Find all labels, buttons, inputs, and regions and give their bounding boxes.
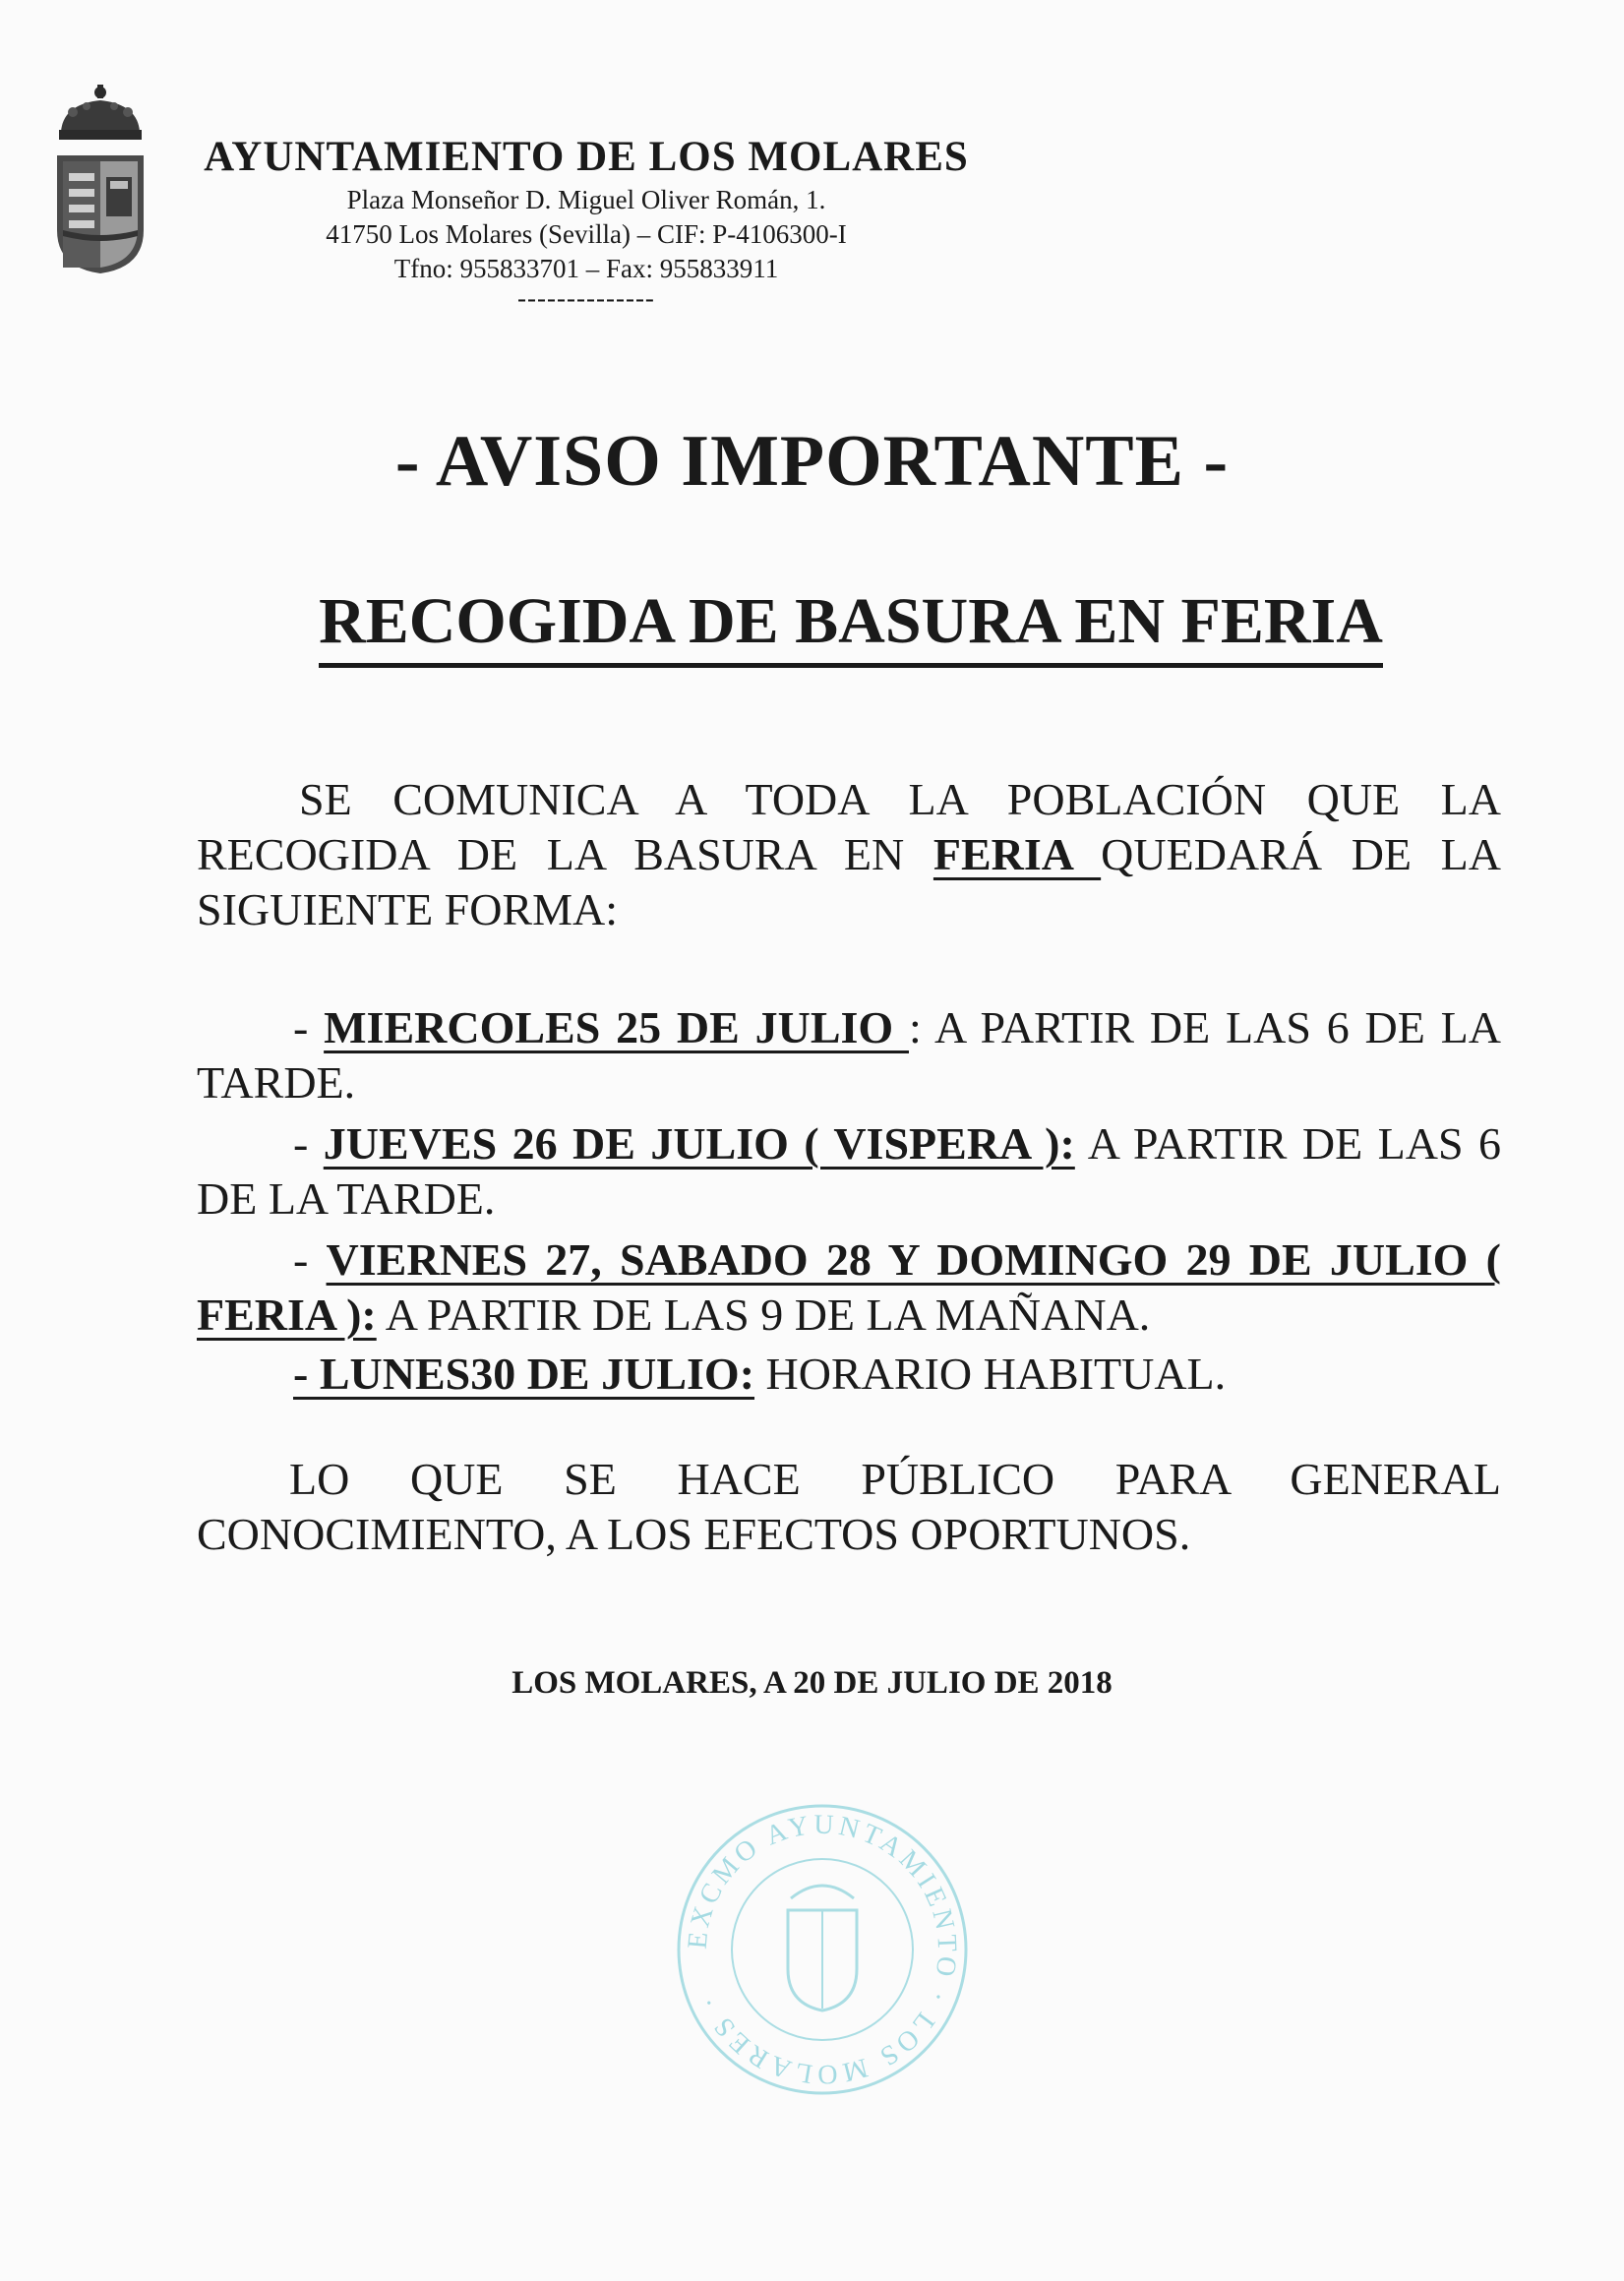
- organization-name: AYUNTAMIENTO DE LOS MOLARES: [204, 134, 969, 180]
- closing-paragraph: LO QUE SE HACE PÚBLICO PARA GENERAL CONOCIMIENTO, A LOS EFECTOS OPORTUNOS.: [197, 1454, 1501, 1559]
- svg-text:EXCMO AYUNTAMIENTO · LOS MOLAR: EXCMO AYUNTAMIENTO · LOS MOLARES ·: [682, 1809, 963, 2090]
- schedule-list: [197, 1000, 1501, 1406]
- official-stamp-icon: [675, 1802, 970, 2097]
- date-line: LOS MOLARES, A 20 DE JULIO DE 2018: [511, 1665, 1113, 1701]
- schedule-item: - JUEVES 26 DE JULIO ( VISPERA ): A PARTIR DE LAS 6 DE LA TARDE.: [197, 1118, 1501, 1224]
- letterhead: [193, 132, 980, 313]
- feria-highlight: FERIA: [932, 829, 1102, 879]
- schedule-day: VIERNES 27, SABADO 28 Y DOMINGO 29 DE JULIO ( FERIA ):: [197, 1234, 1501, 1340]
- schedule-item: - MIERCOLES 25 DE JULIO : A PARTIR DE LAS 6 DE LA TARDE.: [197, 1002, 1501, 1108]
- schedule-time: : A PARTIR DE LAS 6 DE LA TARDE.: [197, 1002, 1501, 1108]
- schedule-day: - LUNES30 DE JULIO:: [293, 1349, 755, 1399]
- address-line: Plaza Monseñor D. Miguel Oliver Román, 1.: [346, 185, 826, 214]
- intro-text: SE COMUNICA A TODA LA POBLACIÓN QUE LA RECOGIDA DE LA BASURA EN: [197, 774, 1501, 879]
- schedule-day: MIERCOLES 25 DE JULIO: [324, 1002, 909, 1052]
- contact-line: Tfno: 955833701 – Fax: 955833911: [393, 254, 779, 283]
- schedule-item: - VIERNES 27, SABADO 28 Y DOMINGO 29 DE JULIO ( FERIA ): A PARTIR DE LAS 9 DE LA MAÑANA.: [197, 1234, 1501, 1340]
- schedule-time: HORARIO HABITUAL.: [754, 1349, 1227, 1399]
- notice-subtitle: RECOGIDA DE BASURA EN FERIA: [319, 582, 1383, 668]
- address-line: 41750 Los Molares (Sevilla) – CIF: P-4106300-I: [326, 219, 847, 249]
- schedule-time: A PARTIR DE LAS 6 DE LA TARDE.: [197, 1118, 1501, 1224]
- coat-of-arms-icon: [51, 83, 150, 275]
- schedule-day: JUEVES 26 DE JULIO ( VISPERA ):: [323, 1118, 1075, 1169]
- intro-text-end: QUEDARÁ DE LA SIGUIENTE FORMA:: [197, 829, 1501, 934]
- intro-paragraph: [197, 772, 1501, 937]
- separator: --------------: [517, 283, 655, 313]
- schedule-item: [197, 1347, 1501, 1402]
- notice-title: - AVISO IMPORTANTE -: [394, 421, 1230, 502]
- schedule-time: A PARTIR DE LAS 9 DE LA MAÑANA.: [376, 1290, 1151, 1340]
